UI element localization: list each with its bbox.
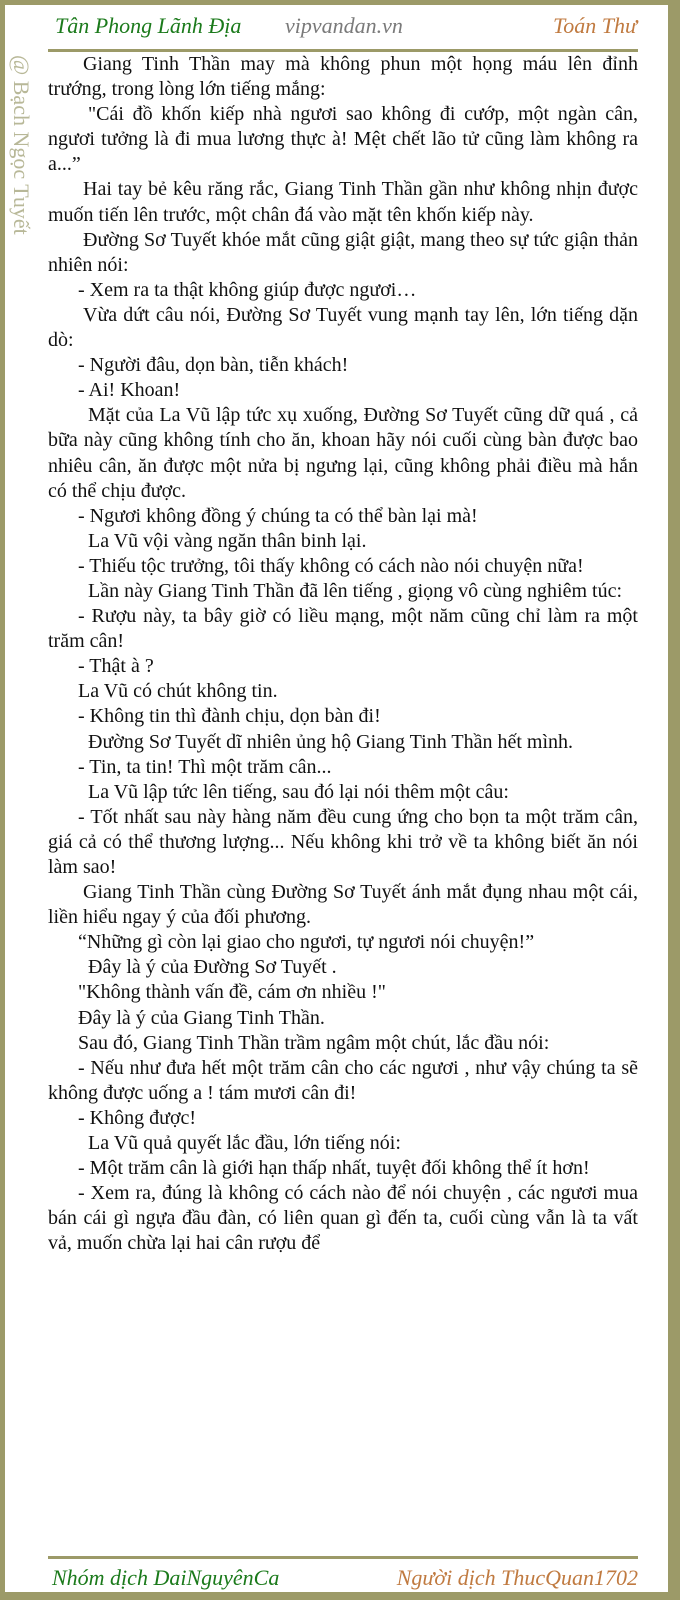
- paragraph: Mặt của La Vũ lập tức xụ xuống, Đường Sơ Tuyết cũng dữ quá , cả bữa này cũng không tính cho ăn, khoan hãy nói cuối cùng bàn được bao nhiêu cân, ăn được một nửa bị ngưng lại, cũng không phải điều mà hắn có thể chịu được.: [48, 404, 638, 502]
- paragraph: Giang Tinh Thần may mà không phun một họng máu lên đỉnh trướng, trong lòng lớn tiếng mắng:: [48, 53, 638, 101]
- paragraph: Hai tay bẻ kêu răng rắc, Giang Tinh Thần gần như không nhịn được muốn tiến lên trước, một chân đá vào mặt tên khốn kiếp này.: [48, 178, 638, 226]
- paragraph: Lần này Giang Tinh Thần đã lên tiếng , giọng vô cùng nghiêm túc:: [88, 579, 623, 602]
- paragraph: La Vũ lập tức lên tiếng, sau đó lại nói thêm một câu:: [88, 780, 509, 803]
- paragraph: Đường Sơ Tuyết khóe mắt cũng giật giật, mang theo sự tức giận thản nhiên nói:: [48, 228, 638, 276]
- paragraph: - Xem ra, đúng là không có cách nào để nói chuyện , các ngươi mua bán cái gì ngựa đầu đàn, có liên quan gì đến ta, cuối cùng vẫn là ta vất vả, muốn chừa lại hai cân rượu để: [48, 1182, 638, 1255]
- paragraph: La Vũ quả quyết lắc đầu, lớn tiếng nói:: [88, 1132, 401, 1155]
- paragraph: - Không được!: [78, 1106, 197, 1129]
- paragraph: - Nếu như đưa hết một trăm cân cho các ngươi , như vậy chúng ta sẽ không được uống a ! tám mươi cân đi!: [48, 1056, 638, 1104]
- author-name: Toán Thư: [553, 13, 637, 38]
- paragraph: - Tin, ta tin! Thì một trăm cân...: [78, 755, 332, 778]
- chapter-body: [48, 52, 638, 1257]
- paragraph: - Xem ra ta thật không giúp được ngươi…: [78, 278, 417, 301]
- watermark-text: @ Bạch Ngọc Tuyết: [9, 55, 34, 235]
- paragraph: Vừa dứt câu nói, Đường Sơ Tuyết vung mạnh tay lên, lớn tiếng dặn dò:: [48, 303, 638, 352]
- paragraph: - Rượu này, ta bây giờ có liều mạng, một năm cũng chỉ làm ra một trăm cân!: [48, 605, 638, 653]
- book-page: [5, 5, 668, 1592]
- paragraph: - Ngươi không đồng ý chúng ta có thể bàn lại mà!: [78, 504, 478, 527]
- paragraph: - Ai! Khoan!: [78, 379, 181, 402]
- paragraph: - Thiếu tộc trưởng, tôi thấy không có cách nào nói chuyện nữa!: [78, 554, 584, 577]
- paragraph: Đây là ý của Giang Tinh Thần.: [78, 1006, 325, 1029]
- page-header: [55, 9, 637, 43]
- page-footer: [52, 1563, 638, 1593]
- paragraph: Đường Sơ Tuyết dĩ nhiên ủng hộ Giang Tinh Thần hết mình.: [88, 730, 573, 753]
- paragraph: "Không thành vấn đề, cám ơn nhiều !": [78, 981, 386, 1004]
- paragraph: "Cái đồ khốn kiếp nhà ngươi sao không đi cướp, một ngàn cân, ngươi tưởng là đi mua lương thực à! Mệt chết lão tử cũng làm không ra a...”: [48, 103, 638, 176]
- paragraph: “Những gì còn lại giao cho ngươi, tự ngươi nói chuyện!”: [78, 931, 535, 954]
- paragraph: Sau đó, Giang Tinh Thần trầm ngâm một chút, lắc đầu nói:: [78, 1031, 550, 1054]
- paragraph: Giang Tinh Thần cùng Đường Sơ Tuyết ánh mắt đụng nhau một cái, liền hiểu ngay ý của đối phương.: [48, 881, 638, 929]
- site-name: vipvandan.vn: [285, 13, 403, 38]
- paragraph: La Vũ có chút không tin.: [78, 680, 278, 703]
- footer-divider: [48, 1556, 638, 1559]
- paragraph: Đây là ý của Đường Sơ Tuyết .: [88, 956, 337, 979]
- paragraph: - Tốt nhất sau này hàng năm đều cung ứng cho bọn ta một trăm cân, giá cả có thể thương lượng... Nếu không khi trở về ta không biết ăn nói làm sao!: [48, 805, 638, 878]
- brand-title: Tân Phong Lãnh Địa: [55, 13, 242, 38]
- paragraph: - Một trăm cân là giới hạn thấp nhất, tuyệt đối không thể ít hơn!: [78, 1157, 590, 1180]
- translator-name: Người dịch ThucQuan1702: [396, 1565, 638, 1590]
- watermark: [7, 55, 37, 265]
- paragraph: La Vũ vội vàng ngăn thân binh lại.: [88, 529, 367, 552]
- translation-group: Nhóm dịch DaiNguyênCa: [52, 1565, 280, 1590]
- paragraph: - Không tin thì đành chịu, dọn bàn đi!: [78, 705, 381, 728]
- paragraph: - Người đâu, dọn bàn, tiễn khách!: [78, 354, 349, 377]
- paragraph: - Thật à ?: [78, 655, 154, 678]
